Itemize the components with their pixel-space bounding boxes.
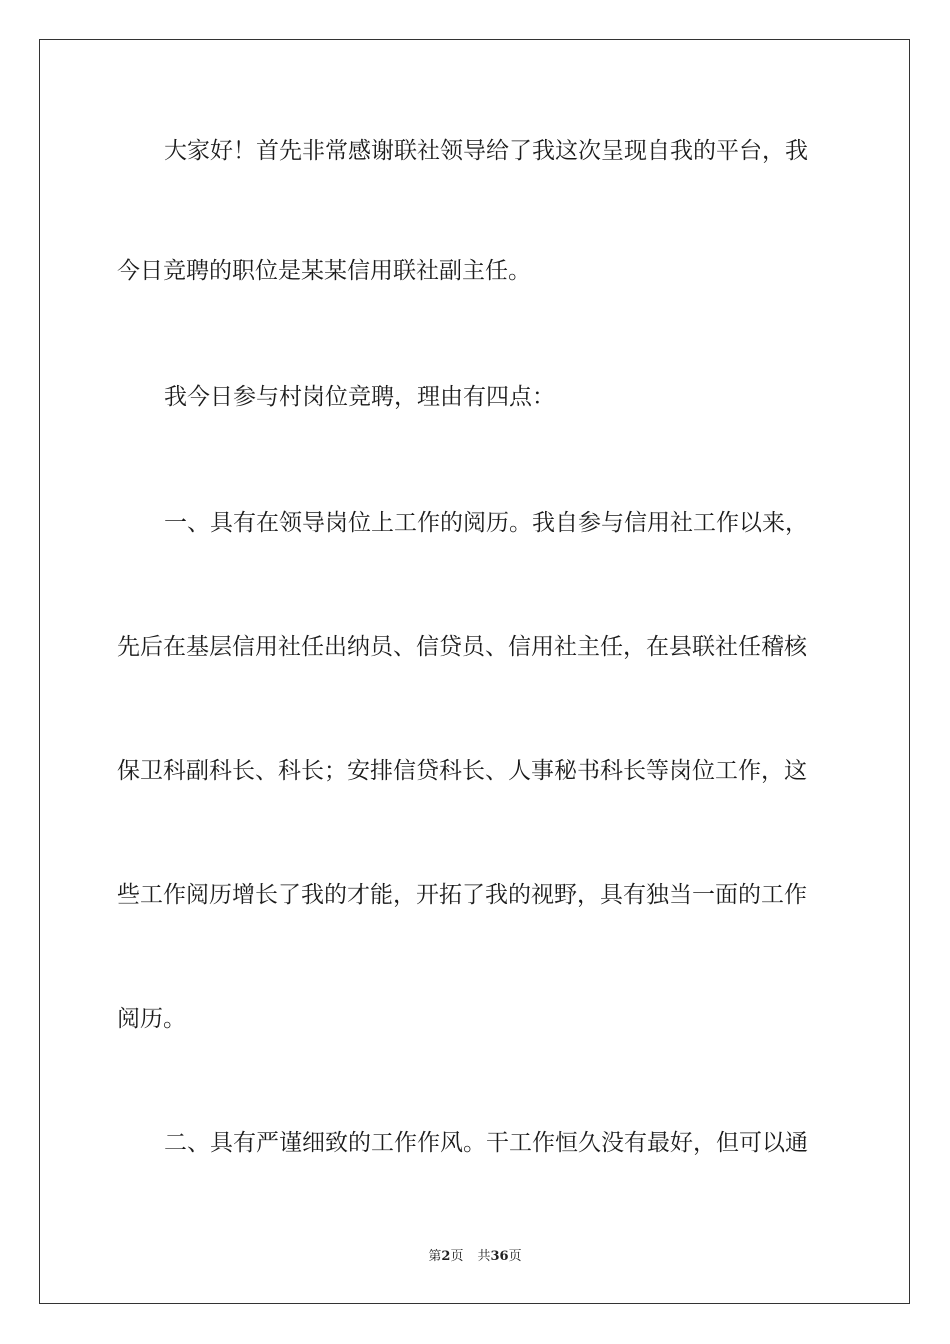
paragraph-line: 保卫科副科长、科长；安排信贷科长、人事秘书科长等岗位工作，这 bbox=[117, 758, 807, 784]
page-border bbox=[39, 39, 910, 1304]
paragraph-line: 今日竞聘的职位是某某信用联社副主任。 bbox=[117, 258, 531, 284]
page-footer bbox=[0, 1249, 950, 1265]
paragraph-line: 二、具有严谨细致的工作作风。干工作恒久没有最好，但可以通 bbox=[164, 1130, 808, 1156]
paragraph-line: 我今日参与村岗位竞聘，理由有四点： bbox=[164, 384, 555, 410]
page-prefix: 第 bbox=[428, 1249, 442, 1264]
paragraph-line: 先后在基层信用社任出纳员、信贷员、信用社主任，在县联社任稽核 bbox=[117, 634, 807, 660]
total-pages-number: 36 bbox=[490, 1249, 509, 1264]
paragraph-line: 阅历。 bbox=[117, 1006, 186, 1032]
paragraph-line: 一、具有在领导岗位上工作的阅历。我自参与信用社工作以来， bbox=[164, 510, 808, 536]
page-suffix: 页 bbox=[450, 1249, 464, 1264]
current-page-number: 2 bbox=[441, 1249, 451, 1264]
paragraph-line: 些工作阅历增长了我的才能，开拓了我的视野，具有独当一面的工作 bbox=[117, 882, 807, 908]
total-prefix: 共 bbox=[477, 1249, 491, 1264]
total-suffix: 页 bbox=[508, 1249, 522, 1264]
paragraph-line: 大家好！首先非常感谢联社领导给了我这次呈现自我的平台，我 bbox=[164, 138, 808, 164]
